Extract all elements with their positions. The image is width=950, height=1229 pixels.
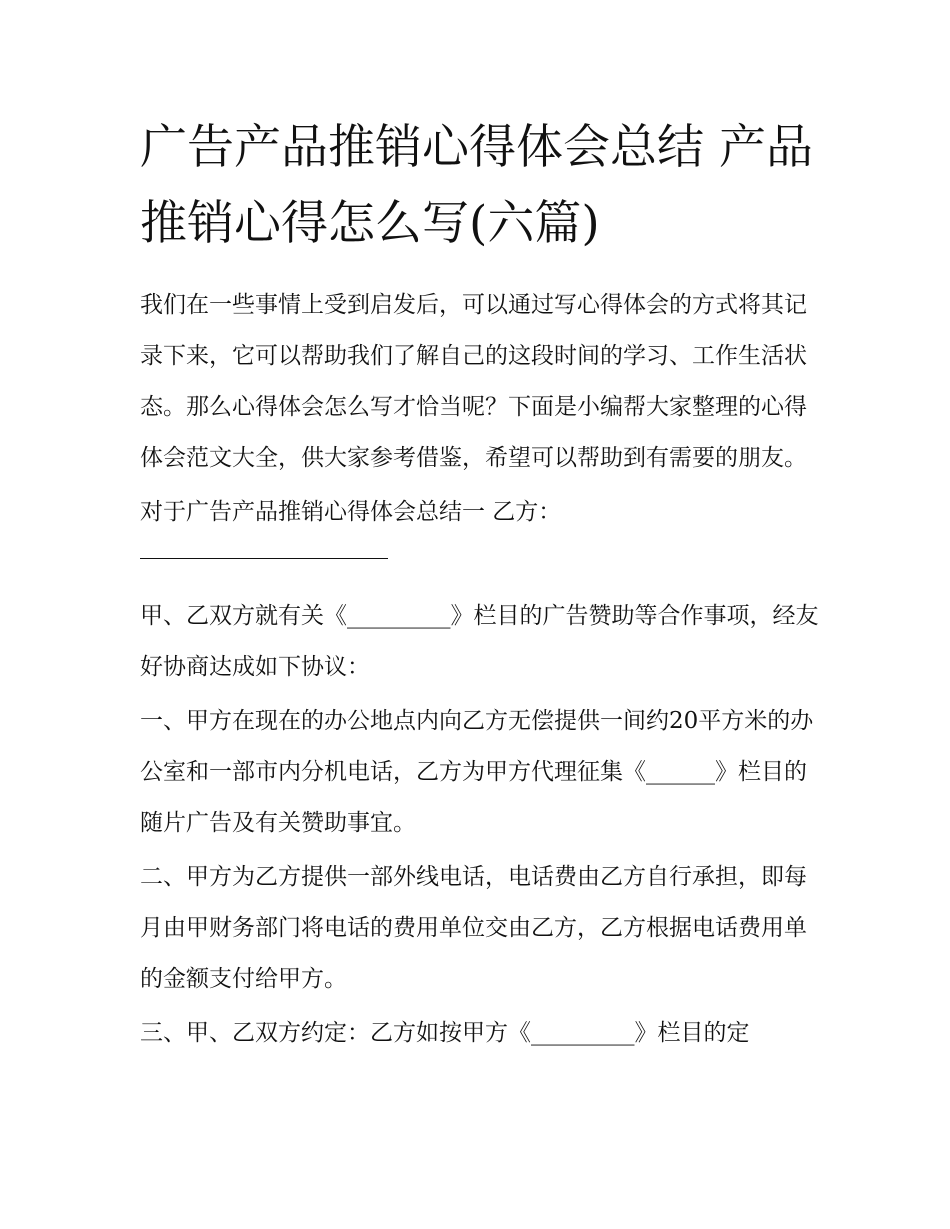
document-title: 广告产品推销心得体会总结 产品推销心得怎么写(六篇): [140, 120, 813, 251]
intro-paragraph: 我们在一些事情上受到启发后，可以通过写心得体会的方式将其记录下来，它可以帮助我们了解自己的这段时间的学习、工作生活状态。那么心得体会怎么写才恰当呢？下面是小编帮大家整理的心得体会范文大全，供大家参考借鉴，希望可以帮助到有需要的朋友。: [140, 292, 807, 471]
clause-two-paragraph: 二、甲方为乙方提供一部外线电话，电话费由乙方自行承担，即每月由甲财务部门将电话的费用单位交由乙方，乙方根据电话费用单的金额支付给甲方。: [140, 864, 807, 992]
signature-blank-line: [140, 558, 388, 559]
section-heading-paragraph: 对于广告产品推销心得体会总结一 乙方：: [140, 499, 562, 525]
clause-three-paragraph: 三、甲、乙双方约定：乙方如按甲方《_________》栏目的定: [140, 1020, 750, 1046]
clause-one-paragraph: 一、甲方在现在的办公地点内向乙方无偿提供一间约20平方米的办公室和一部市内分机电话，乙方为甲方代理征集《______》栏目的随片广告及有关赞助事宜。: [140, 708, 814, 836]
document-page: [140, 110, 820, 1062]
agreement-intro-paragraph: 甲、乙双方就有关《_________》栏目的广告赞助等合作事项，经友好协商达成如下协议：: [140, 603, 819, 680]
